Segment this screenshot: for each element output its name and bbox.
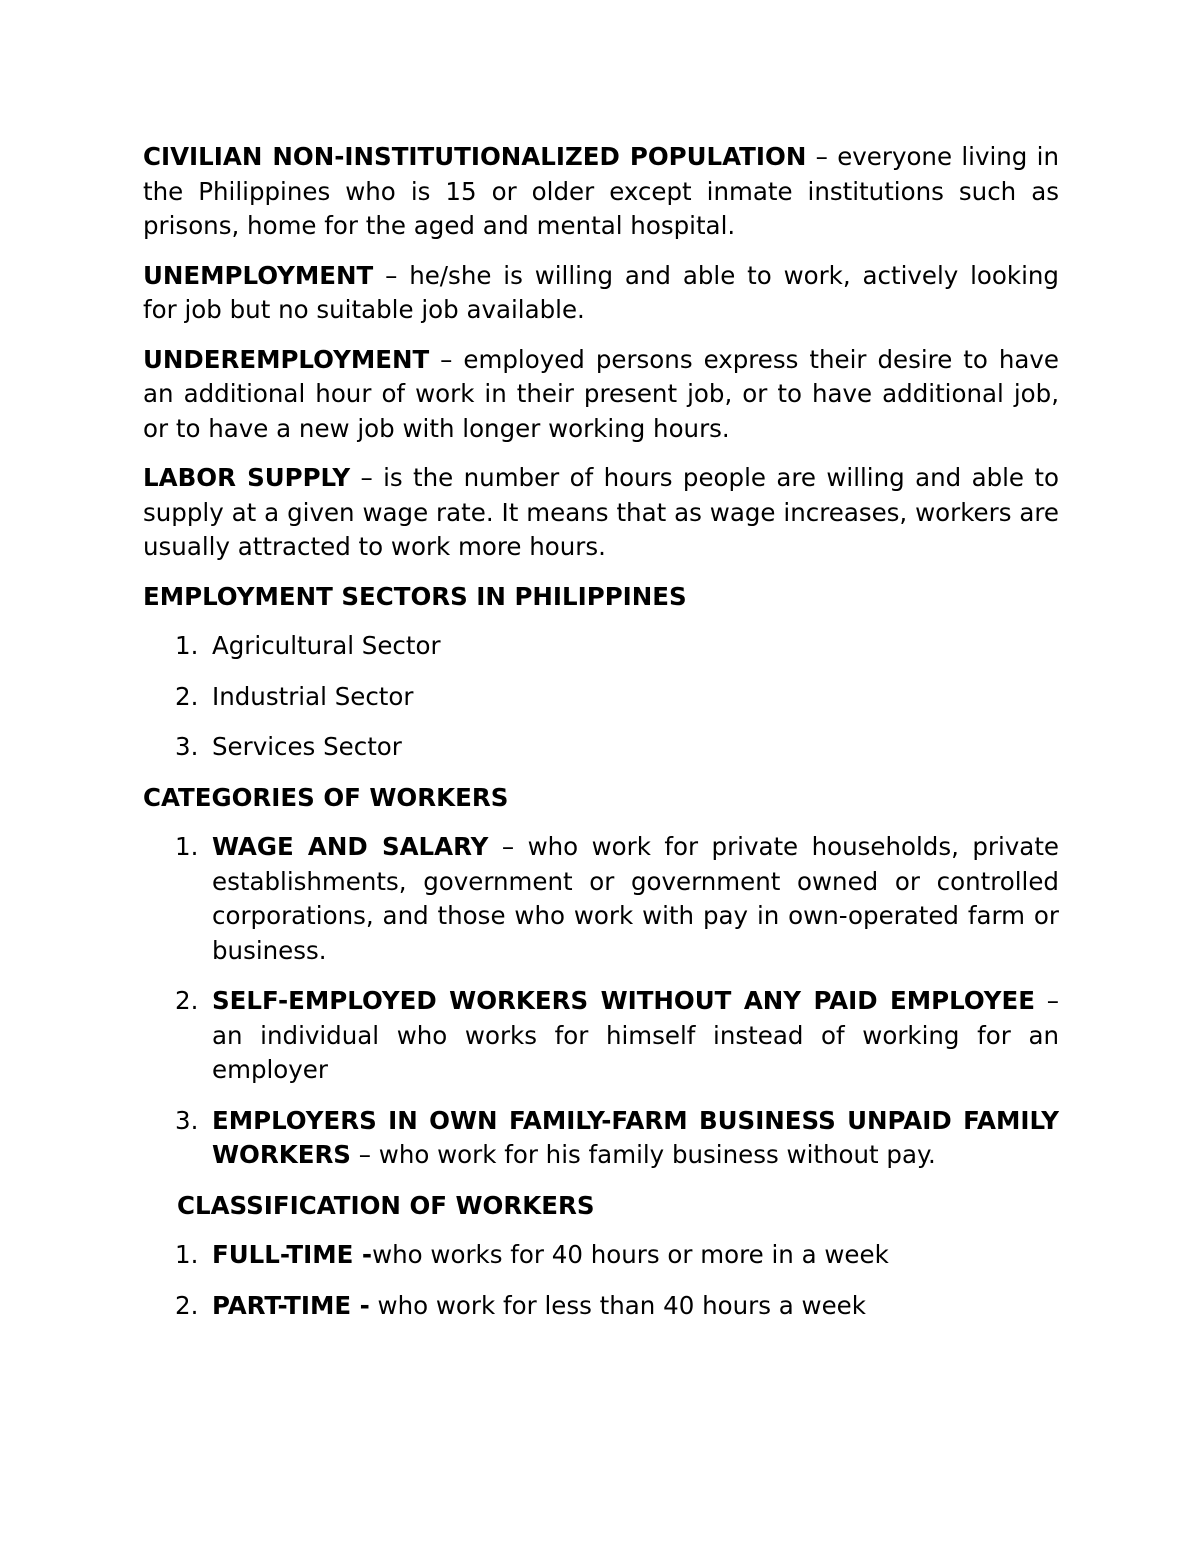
term: PART-TIME - [212,1290,370,1320]
list-text: Agricultural Sector [212,631,441,660]
list-item [143,1289,1059,1324]
term: LABOR SUPPLY [143,463,351,492]
list-text: who work for less than 40 hours a week [369,1290,866,1320]
list-text: – who work for private households, private establishments, government or government owned or controlled corporations, and those who work with pay in own-operated farm or business. [212,832,1059,965]
list-number: 3. [175,1105,199,1135]
definition-text: – is the number of hours people are willing and able to supply at a given wage rate. It means that as wage increases, workers are usually attracted to work more hours. [143,463,1059,561]
sectors-list [143,629,1059,765]
definition-text: – he/she is willing and able to work, actively looking for job but no suitable job available. [143,260,1059,324]
classification-list [143,1238,1059,1323]
term: UNDEREMPLOYMENT [143,344,430,374]
list-text: Services Sector [212,732,402,761]
list-item [143,629,1059,664]
list-number: 2. [175,986,199,1015]
list-number: 1. [175,1240,199,1269]
classification-heading: CLASSIFICATION OF WORKERS [177,1190,595,1220]
definition-civilian-population [143,140,1059,244]
list-number: 1. [175,832,199,861]
document-body [143,140,1059,1339]
list-text: Industrial Sector [212,681,414,711]
list-number: 3. [175,732,199,761]
list-item [143,984,1059,1088]
list-text: who works for 40 hours or more in a week [372,1240,889,1269]
sectors-heading: EMPLOYMENT SECTORS IN PHILIPPINES [143,581,687,611]
definition-text: – employed persons express their desire to have an additional hour of work in their present job, or to have additional job, or to have a new job with longer working hours. [143,344,1059,443]
term: EMPLOYERS IN OWN FAMILY-FARM BUSINESS UNPAID FAMILY WORKERS [212,1105,1059,1169]
list-item [143,730,1059,765]
list-number: 2. [175,1290,199,1320]
definition-labor-supply [143,461,1059,565]
list-number: 1. [175,631,199,660]
term: UNEMPLOYMENT [143,260,374,290]
list-text: – an individual who works for himself instead of working for an employer [212,986,1059,1084]
term: FULL-TIME - [212,1240,373,1269]
categories-list [143,830,1059,1173]
list-item [143,1104,1059,1173]
list-text: – who work for his family business without pay. [350,1140,936,1169]
categories-heading: CATEGORIES OF WORKERS [143,782,509,812]
list-item [143,680,1059,715]
definition-unemployment [143,259,1059,328]
term: WAGE AND SALARY [212,832,489,861]
definition-underemployment [143,343,1059,447]
list-number: 2. [175,681,199,711]
list-item [143,1238,1059,1273]
term: CIVILIAN NON-INSTITUTIONALIZED POPULATION [143,142,807,171]
term: SELF-EMPLOYED WORKERS WITHOUT ANY PAID EMPLOYEE [212,986,1036,1015]
definition-text: – everyone living in the Philippines who is 15 or older except inmate institutions such as prisons, home for the aged and mental hospital. [143,142,1060,240]
list-item [143,830,1059,968]
